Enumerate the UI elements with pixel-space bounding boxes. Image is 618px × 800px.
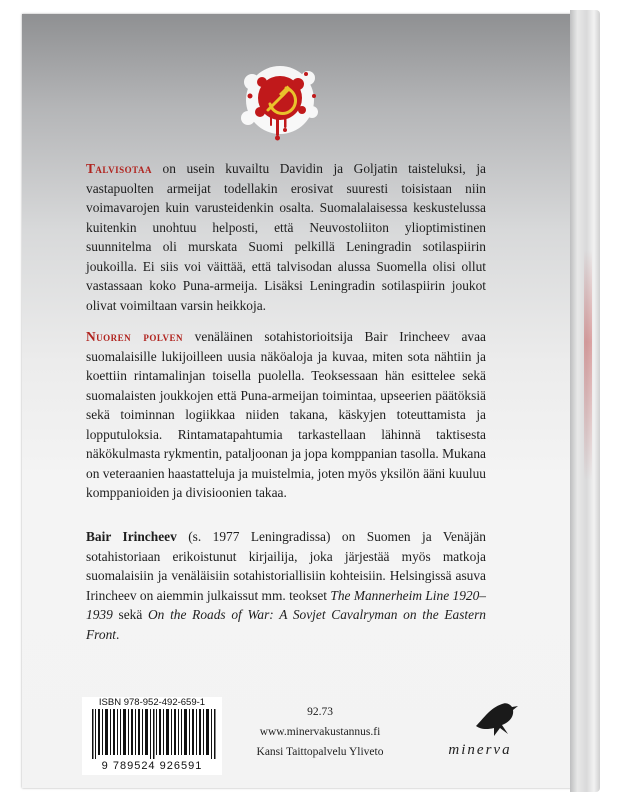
book-title-1: The Mannerheim Line 1920–1939 — [86, 587, 486, 622]
publisher-url: www.minervakustannus.fi — [259, 726, 381, 738]
publisher-credits — [220, 702, 420, 762]
paragraph-1-text: on usein kuvailtu Davidin ja Goljatin taisteluksi, ja vastapuolten armeijat todellakin erosivat suuresti toisistaan niin voimavarojen kuin varusteidenkin osalta. Suomalalaisessa keskustelussa kuitenkin unohtuu helposti, että Neuvostoliiton ylioptimistinen suunnitelma oli murskata Suomi pelkillä Leningradin sotilaspiirin joukoilla. Ei siis voi väittää, että talvisodan alussa Suomella olisi ollut vastassaan koko Puna-armeija. Lisäksi Leningradin sotilaspiirin joukot olivat voimiltaan varsin heikkoja. — [86, 161, 486, 313]
description-paragraph-1 — [86, 159, 486, 315]
hammer-sickle-splatter-icon — [232, 52, 328, 148]
isbn-barcode — [82, 697, 222, 775]
lead-word-1: Talvisotaa — [86, 161, 152, 176]
spine-accent — [584, 250, 592, 480]
bio-text-3: . — [116, 626, 120, 642]
book-title-2: On the Roads of War: A Sovjet Cavalryman on the Eastern Front — [86, 607, 486, 642]
barcode-bars — [92, 709, 218, 759]
barcode-digits: 9 789524 926591 — [101, 760, 203, 772]
classification-code: 92.73 — [307, 706, 333, 718]
isbn-number: ISBN 978-952-492-659-1 — [98, 697, 206, 708]
owl-bird-icon — [472, 698, 522, 738]
lead-word-2: Nuoren polven — [86, 329, 184, 344]
bio-text-2: sekä — [112, 607, 148, 622]
cover-designer: Kansi Taittopalvelu Yliveto — [256, 746, 384, 758]
description-paragraph-2 — [86, 327, 486, 503]
author-name: Bair Irincheev — [86, 529, 177, 544]
paragraph-2-text: venäläinen sotahistorioitsija Bair Irincheev avaa suomalaisille lukijoilleen uusia näköaloja ja kuvaa, miten sota nähtiin ja koettiin rintamalinjan toisella puolella. Teoksessaan hän esittelee sekä suomalaisten joukkojen että Puna-armeijan toimintaa, upseerien päätöksiä sekä toiminnan logiikkaa niiden takana, käskyjen toteuttamista ja lopputuloksia. Rintamatapahtumia tarkastellaan lähinnä taktisesta näkökulmasta rykmentin, pataljoonan ja jopa komppanian tasolla. Mukana on veteraanien haastatteluja ja muistelmia, joten myös yksilön ääni kuuluu komppanioiden ja divisioonien takaa. — [86, 329, 486, 500]
publisher-logo — [430, 698, 530, 768]
publisher-name: minerva — [448, 742, 512, 758]
bio-text-1: (s. 1977 Leningradissa) on Suomen ja Venäjän sotahistoriaan erikoistunut kirjailija, joka järjestää myös matkoja suomalaisiin ja venäläisiin sotahistoriallisiin kohteisiin. Helsingissä asuva Irincheev on aiemmin julkaissut mm. teokset — [86, 529, 486, 603]
author-bio-paragraph — [86, 527, 486, 644]
